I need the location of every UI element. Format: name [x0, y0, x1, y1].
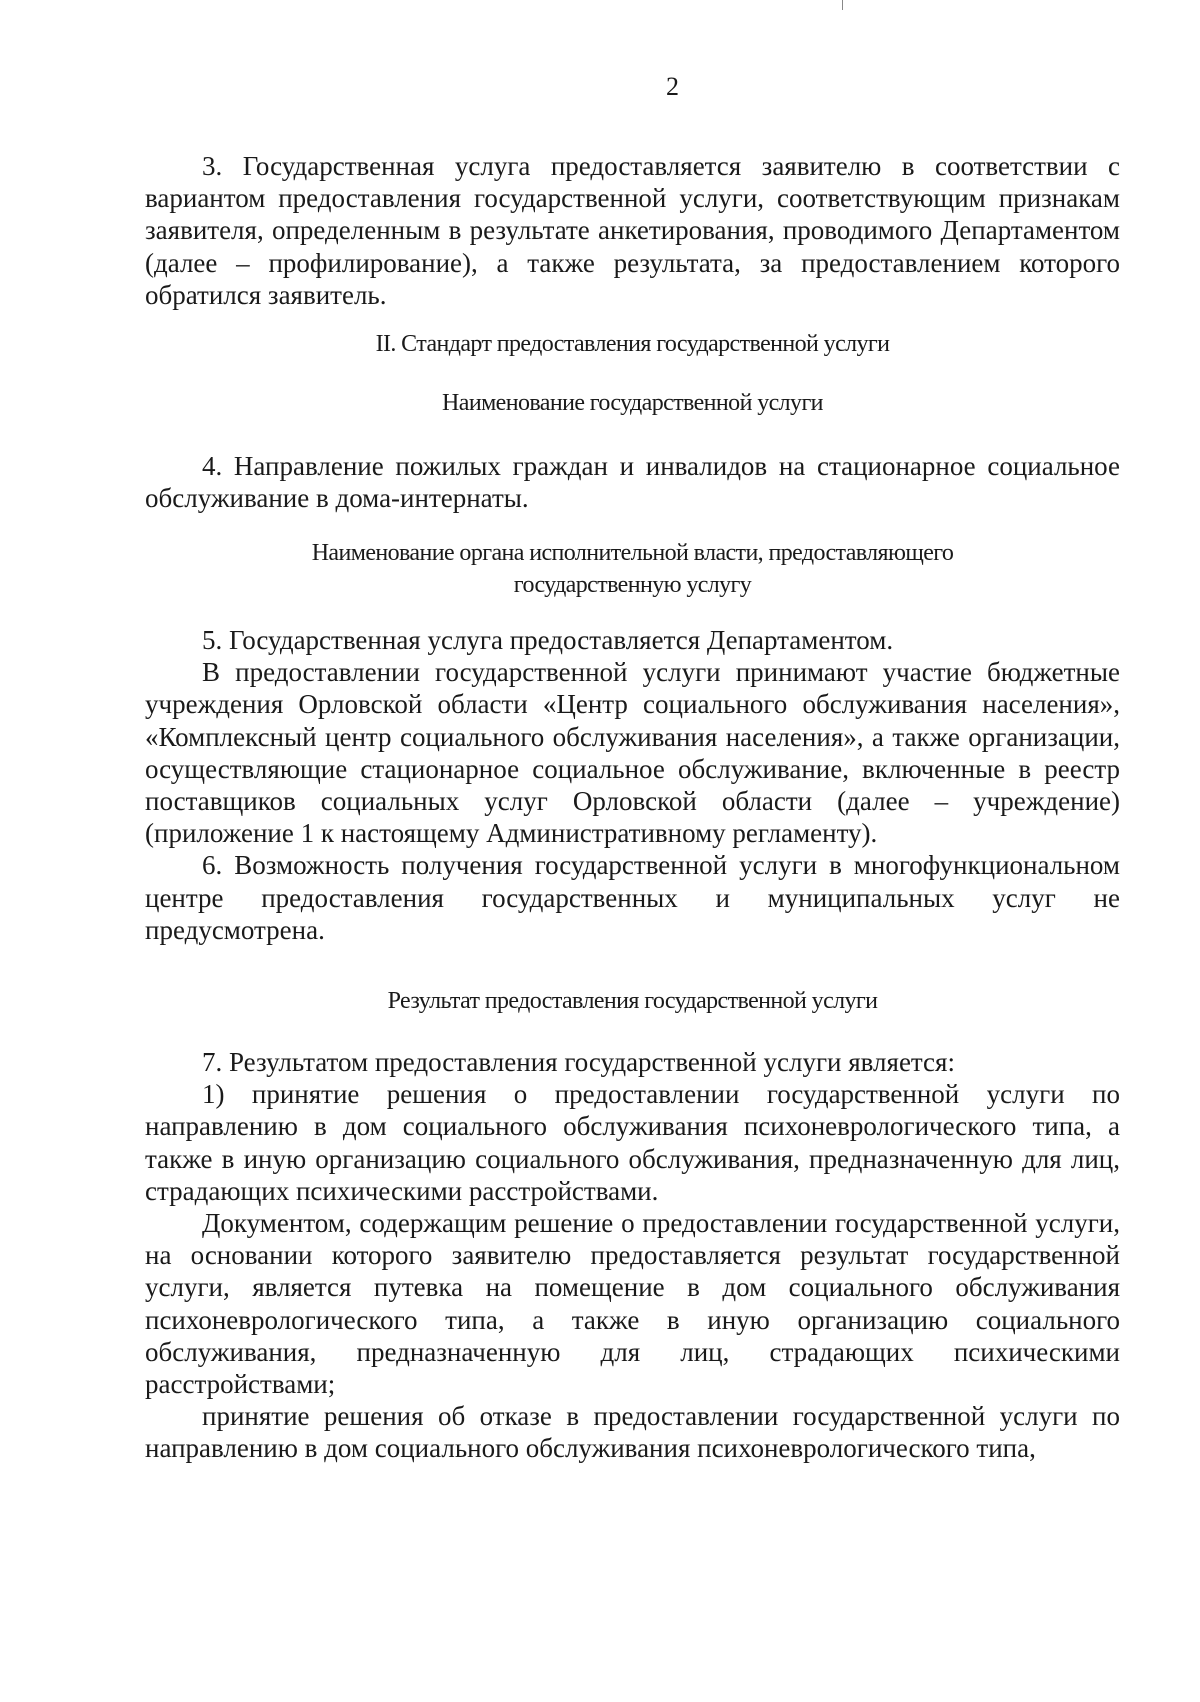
heading-authority-line-1: Наименование органа исполнительной власти, предоставляющего: [311, 540, 954, 566]
heading-authority: [145, 537, 1120, 601]
heading-service-name: Наименование государственной услуги: [442, 390, 823, 416]
section-5-6: [145, 624, 1120, 946]
section-4: [145, 450, 1120, 514]
heading-result: Результат предоставления государственной услуги: [387, 988, 878, 1014]
section-3: [145, 150, 1120, 311]
paragraph-3: 3. Государственная услуга предоставляется заявителю в соответствии с вариантом предоставления государственной услуги, соответствующим признакам заявителя, определенным в результате анкетирования, проводимого Департаментом (далее – профилирование), а также результата, за предоставлением которого обратился заявитель.: [145, 151, 1120, 310]
paragraph-7: 7. Результатом предоставления государственной услуги является:: [202, 1047, 955, 1077]
paragraph-7-item-1: 1) принятие решения о предоставлении государственной услуги по направлению в дом социального обслуживания психоневрологического типа, а также в иную организацию социального обслуживания, предназначенную для лиц, страдающих психическими расстройствами.: [145, 1079, 1120, 1206]
paragraph-5: 5. Государственная услуга предоставляется Департаментом.: [202, 625, 894, 655]
paragraph-4: 4. Направление пожилых граждан и инвалидов на стационарное социальное обслуживание в дома-интернаты.: [145, 451, 1120, 514]
paragraph-5-participants: В предоставлении государственной услуги принимают участие бюджетные учреждения Орловской области «Центр социального обслуживания населения», «Комплексный центр социального обслуживания населения», а также организации, осуществляющие стационарное социальное обслуживание, включенные в реестр поставщиков социальных услуг Орловской области (далее – учреждение) (приложение 1 к настоящему Административному регламенту).: [145, 657, 1120, 849]
heading-standard: II. Стандарт предоставления государственной услуги: [375, 331, 890, 357]
heading-authority-line-2: государственную услугу: [513, 572, 752, 598]
section-7: [145, 1046, 1120, 1465]
page-number: 2: [666, 72, 679, 101]
paragraph-6: 6. Возможность получения государственной услуги в многофункциональном центре предоставления государственных и муниципальных услуг не предусмотрена.: [145, 850, 1120, 945]
paragraph-7-document: Документом, содержащим решение о предоставлении государственной услуги, на основании которого заявителю предоставляется результат государственной услуги, является путевка на помещение в дом социального обслуживания психоневрологического типа, а также в иную организацию социального обслуживания, предназначенную для лиц, страдающих психическими расстройствами;: [145, 1208, 1120, 1400]
paragraph-7-refusal: принятие решения об отказе в предоставлении государственной услуги по направлению в дом социального обслуживания психоневрологического типа,: [145, 1401, 1120, 1464]
scan-mark: [842, 0, 843, 10]
